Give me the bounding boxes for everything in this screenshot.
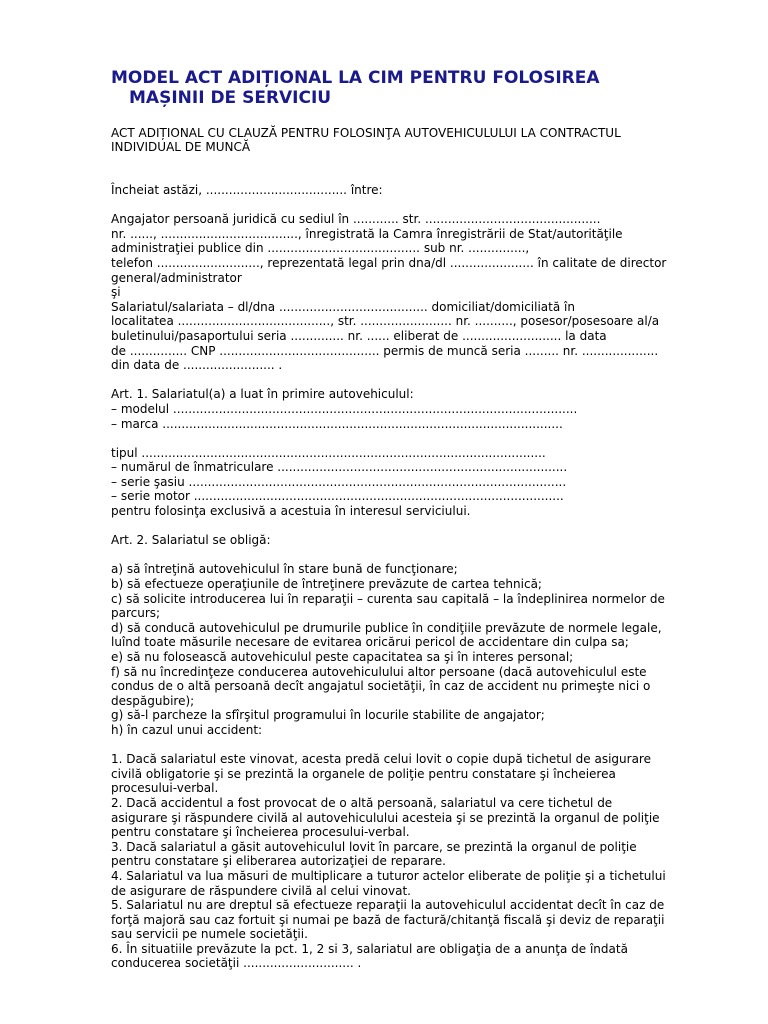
paragraph — [111, 752, 726, 971]
paragraph — [111, 183, 726, 198]
text-line: f) să nu încredinţeze conducerea autovehiculului altor persoane (dacă autovehiculul este — [111, 664, 647, 679]
text-line: b) să efectueze operaţiunile de întreţinere prevăzute de cartea tehnică; — [111, 577, 542, 592]
text-line: h) în cazul unui accident: — [111, 722, 263, 737]
text-line: 1. Dacă salariatul este vinovat, acesta predă celui lovit o copie după tichetul de asigurare — [111, 752, 651, 767]
title-line-1: MODEL ACT ADIȚIONAL LA CIM PENTRU FOLOSIREA — [111, 68, 600, 88]
paragraph — [111, 212, 726, 373]
paragraph-gap — [111, 198, 726, 213]
text-line: tipul .......................................................................................................... — [111, 445, 546, 460]
text-line: parcurs; — [111, 606, 161, 621]
text-line: – numărul de înmatriculare ............................................................................ — [111, 460, 568, 475]
text-line: luînd toate măsurile necesare de evitarea oricărui pericol de accidentare din culpa sa; — [111, 635, 629, 650]
text-line: telefon ..........................., reprezentată legal prin dna/dl ...................... în calitate de director — [111, 255, 667, 270]
paragraph — [111, 533, 726, 548]
text-line: a) să întreţină autovehiculul în stare bună de funcţionare; — [111, 562, 458, 577]
document-body — [111, 183, 726, 971]
text-line: – marca ......................................................................................................... — [111, 416, 563, 431]
text-line: pentru folosinţa exclusivă a acestuia în interesul serviciului. — [111, 504, 471, 519]
text-line: localitatea ........................................, str. ........................ nr. .........., posesor/posesoare al/a — [111, 314, 660, 329]
text-line: 2. Dacă accidentul a fost provocat de o altă persoană, salariatul va cere tichetul de — [111, 795, 613, 810]
text-line: din data de ........................ . — [111, 358, 283, 373]
paragraph — [111, 446, 726, 519]
text-line: asigurare şi răspundere civilă al autovehiculului acesteia şi se prezintă la organul de poliţie — [111, 810, 660, 825]
text-line: 4. Salariatul va lua măsuri de multiplicare a tuturor actelor eliberate de poliţie şi a tichetului — [111, 868, 666, 883]
text-line: conducerea societăţii ............................. . — [111, 956, 362, 971]
text-line: civilă obligatorie şi se prezintă la organele de poliţie pentru constatare şi încheierea — [111, 766, 616, 781]
text-line: condus de o altă persoană decît angajatul societăţii, în caz de accident nu primeşte nici o — [111, 679, 651, 694]
paragraph — [111, 387, 726, 431]
paragraph-gap — [111, 548, 726, 563]
text-line: 5. Salariatul nu are dreptul să efectueze reparaţii la autovehiculul accidentat decît în caz de — [111, 898, 665, 913]
text-line: de asigurare de răspundere civilă al celui vinovat. — [111, 883, 411, 898]
document-title — [111, 68, 731, 108]
title-line-2: MAȘINII DE SERVICIU — [129, 88, 332, 108]
text-line: şi — [111, 285, 121, 300]
text-line: e) să nu folosească autovehiculul peste capacitatea sa şi în interes personal; — [111, 650, 574, 664]
paragraph-gap — [111, 431, 726, 446]
text-line: despăgubire); — [111, 693, 195, 708]
text-line: administraţiei publice din ........................................ sub nr. ..............., — [111, 241, 530, 256]
text-line: buletinului/pasaportului seria .............. nr. ...... eliberat de .......................... la data — [111, 328, 607, 343]
text-line: general/administrator — [111, 270, 242, 285]
text-line: Art. 1. Salariatul(a) a luat în primire autovehiculul: — [111, 387, 414, 402]
paragraph-gap — [111, 373, 726, 388]
paragraph-gap — [111, 738, 726, 753]
text-line: Salariatul/salariata – dl/dna ....................................... domiciliat/domiciliată în — [111, 299, 575, 314]
text-line: g) să-l parcheze la sfîrşitul programului în locurile stabilite de angajator; — [111, 708, 545, 723]
subtitle-line-2: INDIVIDUAL DE MUNCĂ — [111, 140, 251, 154]
text-line: – serie motor ................................................................................................. — [111, 489, 564, 504]
text-line: forţă majoră sau caz fortuit şi numai pe bază de factură/chitanţă fiscală şi deviz de reparaţii — [111, 912, 665, 927]
paragraph-gap — [111, 519, 726, 534]
text-line: Angajator persoană juridică cu sediul în ............ str. .............................................. — [111, 212, 601, 227]
document-subtitle — [111, 126, 731, 154]
paragraph — [111, 562, 726, 737]
text-line: Art. 2. Salariatul se obligă: — [111, 533, 271, 548]
text-line: c) să solicite introducerea lui în reparaţii – curenta sau capitală – la îndeplinirea normelor de — [111, 591, 665, 606]
text-line: d) să conducă autovehiculul pe drumurile publice în condiţiile prevăzute de normele legale, — [111, 620, 662, 635]
text-line: pentru constatare şi eliberarea autorizaţiei de reparare. — [111, 854, 446, 869]
text-line: Încheiat astăzi, ..................................... între: — [111, 183, 383, 197]
text-line: – modelul .......................................................................................................... — [111, 401, 578, 416]
text-line: – serie şasiu ................................................................................................... — [111, 474, 567, 489]
text-line: 6. În situatiile prevăzute la pct. 1, 2 si 3, salariatul are obligaţia de a anunţa de îndată — [111, 941, 628, 956]
subtitle-line-1: ACT ADIȚIONAL CU CLAUZĂ PENTRU FOLOSINŢA AUTOVEHICULULUI LA CONTRACTUL — [111, 126, 621, 140]
text-line: pentru constatare şi încheierea procesului-verbal. — [111, 825, 410, 840]
text-line: nr. ......, ...................................., înregistrată la Camra înregistrării de Stat/autorităţile — [111, 226, 623, 241]
text-line: sau servicii pe numele societăţii. — [111, 927, 308, 942]
text-line: procesului-verbal. — [111, 781, 219, 796]
text-line: de ............... CNP .......................................... permis de muncă seria ......... nr. .................... — [111, 343, 659, 358]
text-line: 3. Dacă salariatul a găsit autovehiculul lovit în parcare, se prezintă la organul de poliţie — [111, 839, 637, 854]
